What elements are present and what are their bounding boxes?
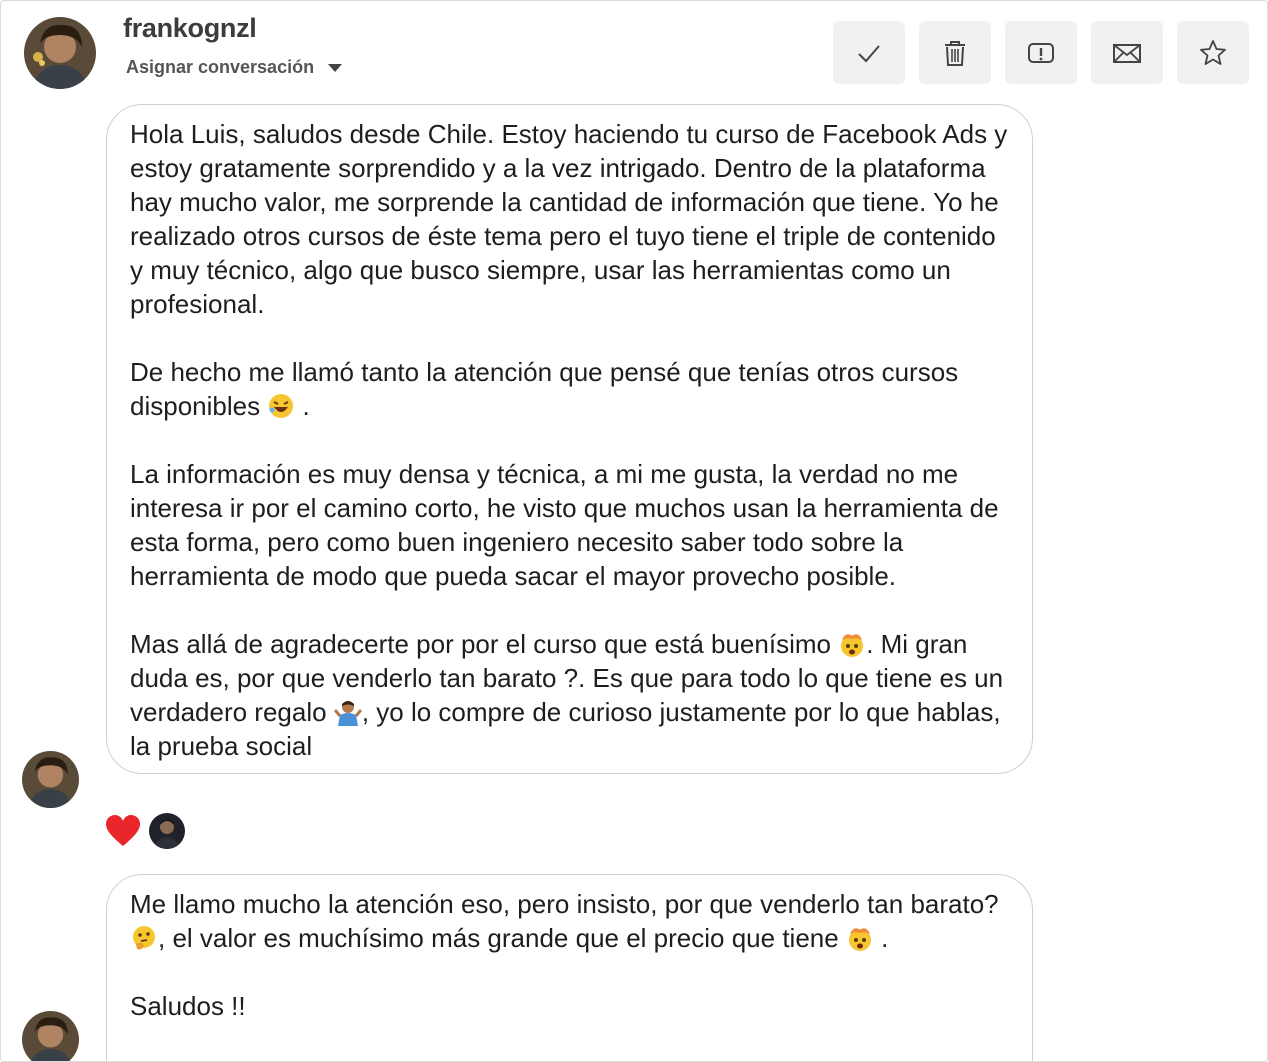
- message-text: De hecho me llamó tanto la atención que pensé que tenías otros cursos disponibles: [130, 357, 959, 421]
- assign-label: Asignar conversación: [126, 57, 315, 77]
- delete-button[interactable]: [919, 21, 991, 84]
- star-icon: [1198, 38, 1228, 68]
- message-text: , el valor es muchísimo más grande que el precio que tiene: [158, 923, 839, 953]
- message-paragraph: Saludos !!: [130, 991, 246, 1021]
- mark-spam-button[interactable]: [1005, 21, 1077, 84]
- reactions[interactable]: [105, 813, 185, 849]
- shrug-emoji-icon: [334, 698, 362, 726]
- username: frankognzl: [123, 13, 257, 43]
- message-text: . Mi gran duda es, por que venderlo tan barato ?. Es que para todo lo que tiene es un verdadero regalo: [130, 629, 1004, 727]
- reactor-avatar: [149, 813, 185, 849]
- message-paragraph: De hecho me llamó tanto la atención que pensé que tenías otros cursos disponibles .: [130, 357, 959, 421]
- mark-unread-button[interactable]: [1091, 21, 1163, 84]
- mark-done-button[interactable]: [833, 21, 905, 84]
- message-paragraph: Me llamo mucho la atención eso, pero insisto, por que venderlo tan barato? , el valor es muchísimo más grande que el precio que tiene .: [130, 889, 999, 953]
- heart-icon: [105, 814, 141, 848]
- sender-avatar: [22, 1011, 79, 1062]
- message-bubble[interactable]: [106, 874, 1033, 1062]
- message-bubble[interactable]: [106, 104, 1033, 774]
- message-paragraph: Hola Luis, saludos desde Chile. Estoy haciendo tu curso de Facebook Ads y estoy gratamente sorprendido y a la vez intrigado. Dentro de la plataforma hay mucho valor, me sorprende la cantidad de información que tiene. Yo he realizado otros cursos de éste tema pero el tuyo tiene el triple de contenido y muy técnico, algo que busco siempre, usar las herramientas como un profesional.: [130, 119, 1008, 319]
- message-text: Me llamo mucho la atención eso, pero insisto, por que venderlo tan barato?: [130, 889, 999, 919]
- message-paragraph: [130, 627, 1008, 763]
- mind-blown-emoji-icon: [838, 630, 866, 658]
- rofl-emoji-icon: [267, 392, 295, 420]
- message-paragraph: La información es muy densa y técnica, a mi me gusta, la verdad no me interesa ir por el camino corto, he visto que muchos usan la herramienta de esta forma, pero como buen ingeniero necesito saber todo sobre la herramienta de modo que pueda sacar el mayor provecho posible.: [130, 459, 999, 591]
- envelope-icon: [1112, 38, 1142, 68]
- star-button[interactable]: [1177, 21, 1249, 84]
- action-toolbar: [833, 21, 1249, 84]
- sender-avatar: [22, 751, 79, 808]
- mind-blown-emoji-icon: [846, 924, 874, 952]
- check-icon: [854, 38, 884, 68]
- avatar[interactable]: [24, 17, 96, 89]
- alert-icon: [1026, 38, 1056, 68]
- caret-down-icon: [328, 64, 342, 72]
- thinking-emoji-icon: [130, 924, 158, 952]
- trash-icon: [940, 38, 970, 68]
- assign-conversation-dropdown[interactable]: [126, 57, 342, 78]
- message-text: Mas allá de agradecerte por por el curso que está buenísimo: [130, 629, 831, 659]
- message-text: , yo lo compre de curioso justamente por lo que hablas, la prueba social: [130, 697, 1001, 761]
